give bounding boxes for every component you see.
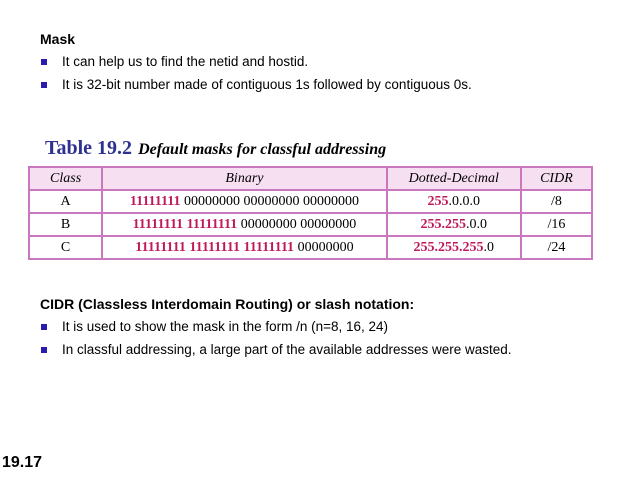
cell-binary: 11111111 11111111 00000000 00000000: [102, 213, 387, 236]
cell-class: C: [29, 236, 102, 259]
square-bullet-icon: [41, 324, 47, 330]
list-item: It can help us to find the netid and hostid.: [40, 50, 472, 73]
square-bullet-icon: [41, 347, 47, 353]
table-row: [29, 190, 592, 213]
default-masks-table: [28, 166, 593, 260]
list-item: In classful addressing, a large part of the available addresses were wasted.: [40, 338, 512, 361]
cell-binary: 11111111 00000000 00000000 00000000: [102, 190, 387, 213]
cell-cidr: /8: [521, 190, 592, 213]
cell-class: B: [29, 213, 102, 236]
cidr-heading: CIDR (Classless Interdomain Routing) or slash notation:: [40, 296, 415, 312]
cell-binary: 11111111 11111111 11111111 00000000: [102, 236, 387, 259]
header-binary: Binary: [102, 167, 387, 190]
cell-dotted-decimal: 255.0.0.0: [387, 190, 521, 213]
table-description: Default masks for classful addressing: [138, 141, 387, 158]
table-header-row: [29, 167, 592, 190]
table-row: [29, 236, 592, 259]
table-row: [29, 213, 592, 236]
header-class: Class: [29, 167, 102, 190]
header-dotted-decimal: Dotted-Decimal: [387, 167, 521, 190]
cell-cidr: /24: [521, 236, 592, 259]
mask-bullet-list: [40, 50, 472, 96]
square-bullet-icon: [41, 59, 47, 65]
cell-cidr: /16: [521, 213, 592, 236]
mask-heading: Mask: [40, 31, 76, 47]
square-bullet-icon: [41, 82, 47, 88]
cidr-bullet-list: [40, 315, 512, 361]
table-caption: [45, 137, 386, 160]
slide-number: 19.17: [2, 454, 43, 471]
cell-class: A: [29, 190, 102, 213]
cell-dotted-decimal: 255.255.0.0: [387, 213, 521, 236]
cell-dotted-decimal: 255.255.255.0: [387, 236, 521, 259]
header-cidr: CIDR: [521, 167, 592, 190]
list-item: It is 32-bit number made of contiguous 1s followed by contiguous 0s.: [40, 73, 472, 96]
table-number: Table 19.2: [45, 137, 133, 159]
list-item: It is used to show the mask in the form /n (n=8, 16, 24): [40, 315, 512, 338]
